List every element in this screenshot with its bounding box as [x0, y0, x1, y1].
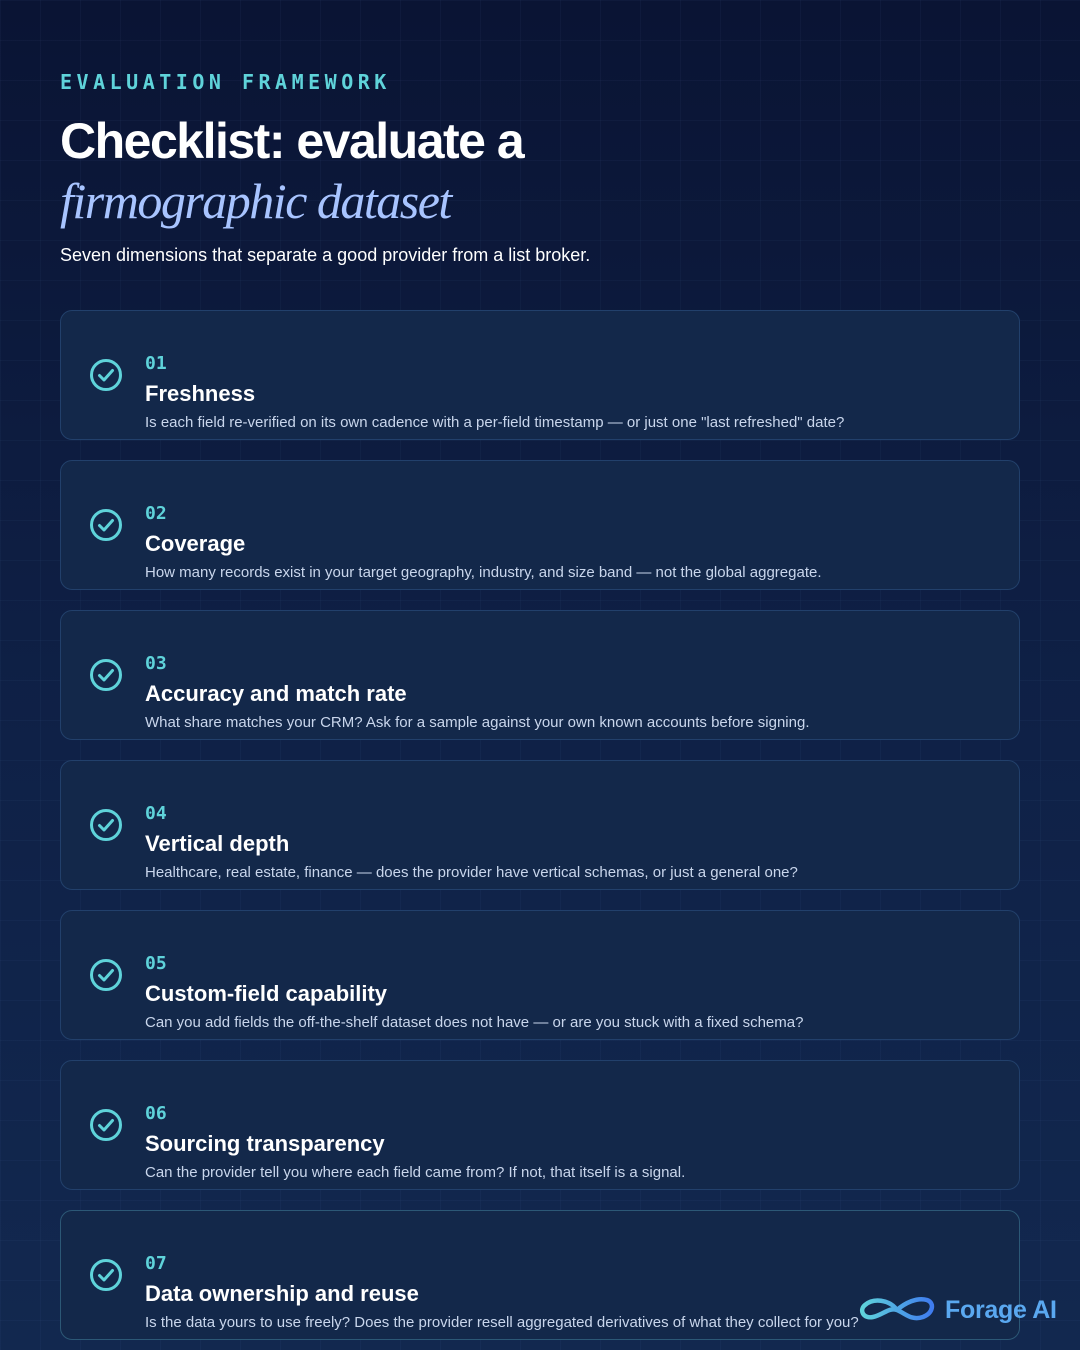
check-circle-icon [89, 958, 123, 992]
item-title: Sourcing transparency [145, 1131, 385, 1156]
infinity-logo-icon [855, 1295, 939, 1325]
item-number: 05 [145, 953, 167, 974]
item-title: Accuracy and match rate [145, 681, 407, 706]
item-title: Freshness [145, 381, 256, 406]
brand-name: Forage AI [945, 1295, 1057, 1324]
item-title: Custom-field capability [145, 981, 388, 1006]
check-circle-icon [89, 658, 123, 692]
item-description: Is the data yours to use freely? Does the provider resell aggregated derivatives of what they collect for you? [145, 1314, 859, 1331]
item-number: 02 [145, 503, 167, 524]
item-description: What share matches your CRM? Ask for a sample against your own known accounts before signing. [145, 714, 810, 731]
check-circle-icon [89, 1258, 123, 1292]
item-number: 07 [145, 1253, 167, 1274]
item-description: Can you add fields the off-the-shelf dataset does not have — or are you stuck with a fixed schema? [145, 1014, 804, 1031]
item-number: 06 [145, 1103, 167, 1124]
item-number: 03 [145, 653, 167, 674]
item-description: Is each field re-verified on its own cadence with a per-field timestamp — or just one "last refreshed" date? [145, 414, 845, 431]
item-number: 04 [145, 803, 167, 824]
brand-logo [855, 1295, 1057, 1325]
page-title-italic: firmographic dataset [60, 173, 451, 229]
check-circle-icon [89, 808, 123, 842]
checklist-card-6 [60, 1060, 1020, 1190]
item-title: Vertical depth [145, 831, 290, 856]
check-circle-icon [89, 358, 123, 392]
checklist-card-3 [60, 610, 1020, 740]
checklist-card-2 [60, 460, 1020, 590]
check-circle-icon [89, 508, 123, 542]
check-circle-icon [89, 1108, 123, 1142]
item-description: How many records exist in your target geography, industry, and size band — not the global aggregate. [145, 564, 822, 581]
page-subtitle: Seven dimensions that separate a good provider from a list broker. [60, 245, 591, 265]
item-title: Coverage [145, 531, 246, 556]
checklist-card-5 [60, 910, 1020, 1040]
checklist-card-4 [60, 760, 1020, 890]
checklist-card-1 [60, 310, 1020, 440]
item-number: 01 [145, 353, 167, 374]
item-title: Data ownership and reuse [145, 1281, 419, 1306]
page-title: Checklist: evaluate a [60, 113, 524, 169]
item-description: Can the provider tell you where each field came from? If not, that itself is a signal. [145, 1164, 686, 1181]
item-description: Healthcare, real estate, finance — does the provider have vertical schemas, or just a general one? [145, 864, 798, 881]
eyebrow-label: EVALUATION FRAMEWORK [60, 70, 391, 94]
